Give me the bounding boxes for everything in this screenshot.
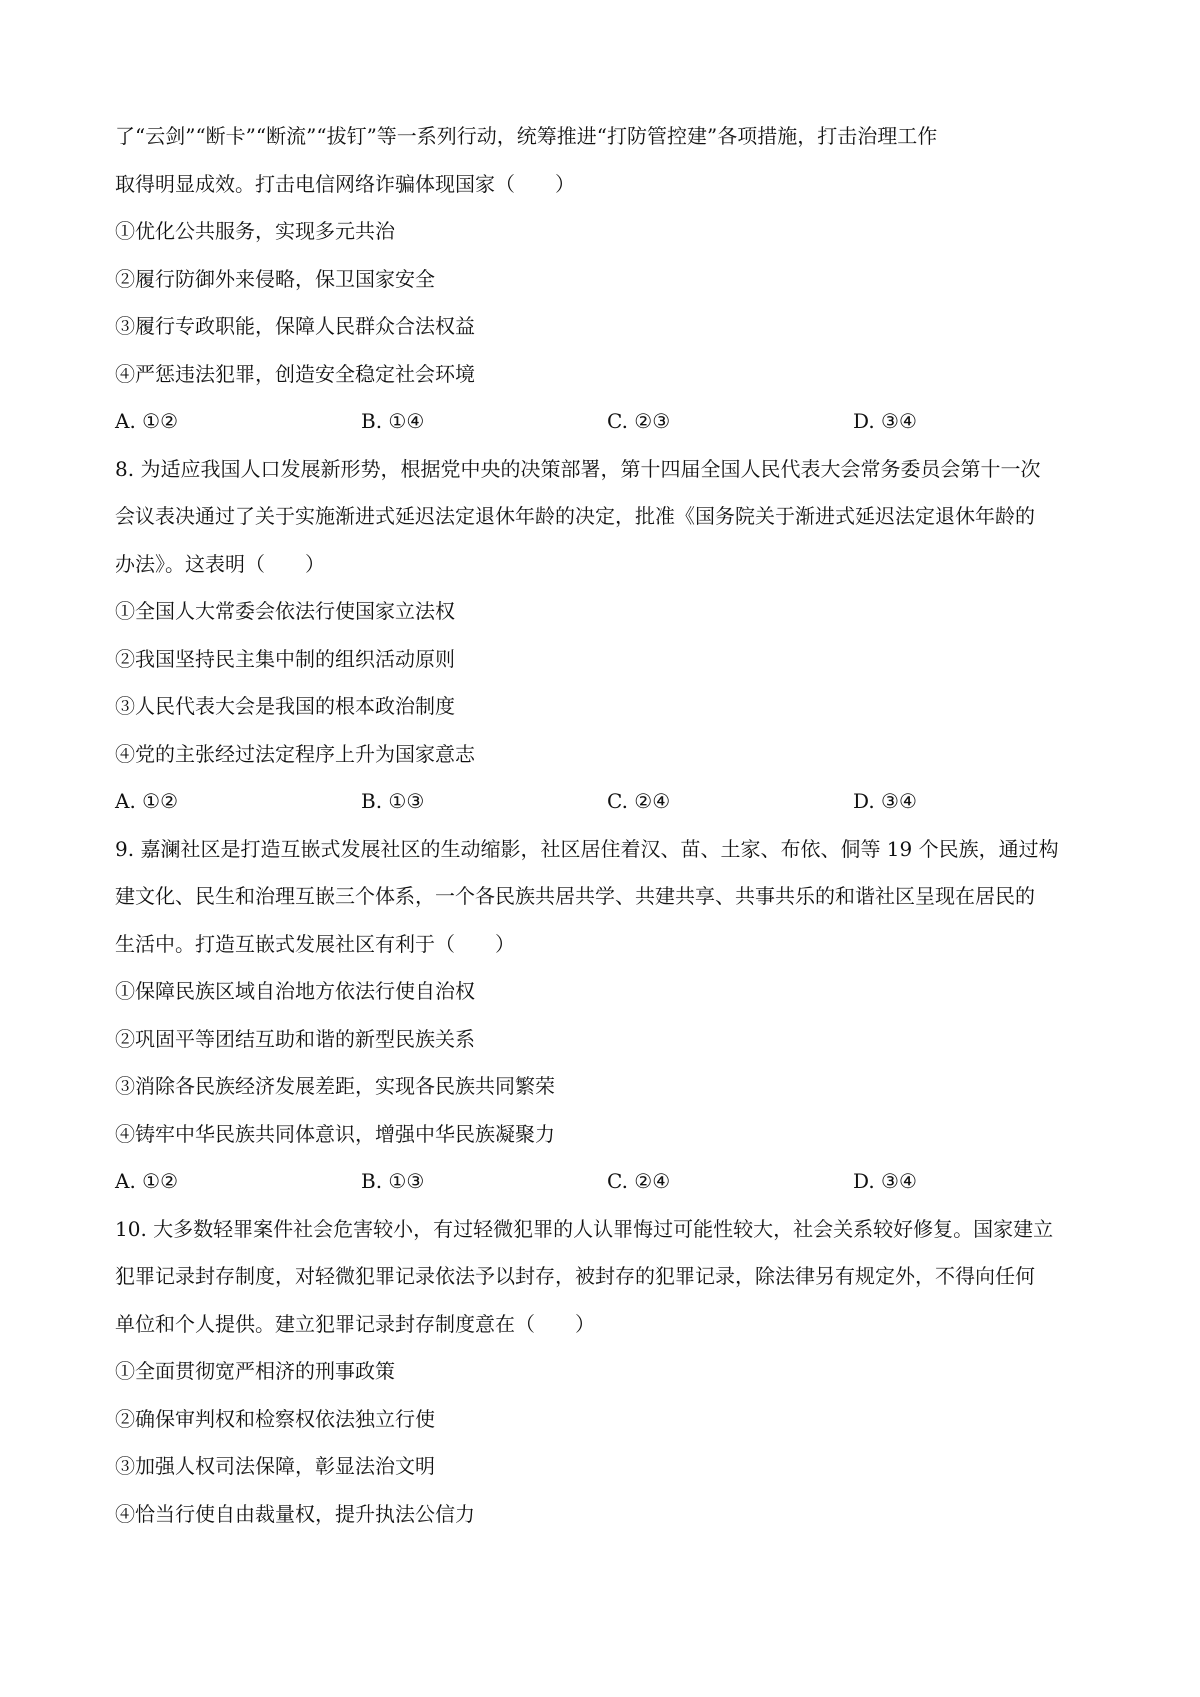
- option-b[interactable]: B. ①③: [361, 789, 425, 813]
- stem-line: 8. 为适应我国人口发展新形势，根据党中央的决策部署，第十四届全国人民代表大会常务委员会第十一次: [115, 456, 1041, 481]
- statement-3: ③消除各民族经济发展差距，实现各民族共同繁荣: [115, 1074, 555, 1098]
- stem-line: 办法》。这表明（ ）: [115, 551, 325, 576]
- option-c[interactable]: C. ②③: [607, 409, 671, 433]
- statement-1: ①优化公共服务，实现多元共治: [115, 219, 395, 243]
- question-7-continuation: [115, 113, 1100, 446]
- stem-line: 取得明显成效。打击电信网络诈骗体现国家（ ）: [115, 171, 575, 196]
- statement-4: ④党的主张经过法定程序上升为国家意志: [115, 741, 475, 766]
- stem-line: 生活中。打造互嵌式发展社区有利于（ ）: [115, 931, 515, 956]
- question-8: [115, 446, 1100, 826]
- option-b[interactable]: B. ①③: [361, 1169, 425, 1193]
- statement-3: ③履行专政职能，保障人民群众合法权益: [115, 314, 475, 338]
- option-a[interactable]: A. ①②: [115, 1169, 179, 1193]
- stem-line: 了“云剑”“断卡”“断流”“拔钉”等一系列行动，统筹推进“打防管控建”各项措施，打击治理工作: [115, 124, 938, 148]
- statement-2: ②履行防御外来侵略，保卫国家安全: [115, 266, 435, 291]
- statement-3: ③加强人权司法保障，彰显法治文明: [115, 1454, 435, 1478]
- statement-1: ①全国人大常委会依法行使国家立法权: [115, 599, 455, 623]
- statement-2: ②确保审判权和检察权依法独立行使: [115, 1406, 435, 1431]
- stem-line: 9. 嘉澜社区是打造互嵌式发展社区的生动缩影，社区居住着汉、苗、土家、布依、侗等 19 个民族，通过构: [115, 836, 1059, 861]
- stem-line: 10. 大多数轻罪案件社会危害较小，有过轻微犯罪的人认罪悔过可能性较大，社会关系较好修复。国家建立: [115, 1216, 1054, 1241]
- answer-options: [115, 778, 1100, 826]
- statement-1: ①全面贯彻宽严相济的刑事政策: [115, 1359, 395, 1383]
- option-d[interactable]: D. ③④: [853, 1169, 917, 1193]
- question-10: [115, 1206, 1100, 1539]
- answer-options: [115, 1158, 1100, 1206]
- option-b[interactable]: B. ①④: [361, 409, 425, 433]
- stem-line: 建文化、民生和治理互嵌三个体系，一个各民族共居共学、共建共享、共事共乐的和谐社区呈现在居民的: [115, 884, 1035, 908]
- option-a[interactable]: A. ①②: [115, 409, 179, 433]
- statement-4: ④恰当行使自由裁量权，提升执法公信力: [115, 1501, 475, 1526]
- statement-2: ②我国坚持民主集中制的组织活动原则: [115, 646, 455, 671]
- option-a[interactable]: A. ①②: [115, 789, 179, 813]
- option-d[interactable]: D. ③④: [853, 789, 917, 813]
- question-9: [115, 826, 1100, 1206]
- statement-3: ③人民代表大会是我国的根本政治制度: [115, 694, 455, 718]
- statement-4: ④严惩违法犯罪，创造安全稳定社会环境: [115, 361, 475, 386]
- stem-line: 单位和个人提供。建立犯罪记录封存制度意在（ ）: [115, 1311, 595, 1336]
- answer-options: [115, 398, 1100, 446]
- statement-2: ②巩固平等团结互助和谐的新型民族关系: [115, 1026, 475, 1051]
- option-c[interactable]: C. ②④: [607, 789, 671, 813]
- stem-line: 会议表决通过了关于实施渐进式延迟法定退休年龄的决定，批准《国务院关于渐进式延迟法定退休年龄的: [115, 504, 1035, 528]
- stem-line: 犯罪记录封存制度，对轻微犯罪记录依法予以封存，被封存的犯罪记录，除法律另有规定外，不得向任何: [115, 1264, 1035, 1288]
- option-c[interactable]: C. ②④: [607, 1169, 671, 1193]
- exam-page: [115, 113, 1100, 1538]
- statement-4: ④铸牢中华民族共同体意识，增强中华民族凝聚力: [115, 1121, 555, 1146]
- option-d[interactable]: D. ③④: [853, 409, 917, 433]
- statement-1: ①保障民族区域自治地方依法行使自治权: [115, 979, 475, 1003]
